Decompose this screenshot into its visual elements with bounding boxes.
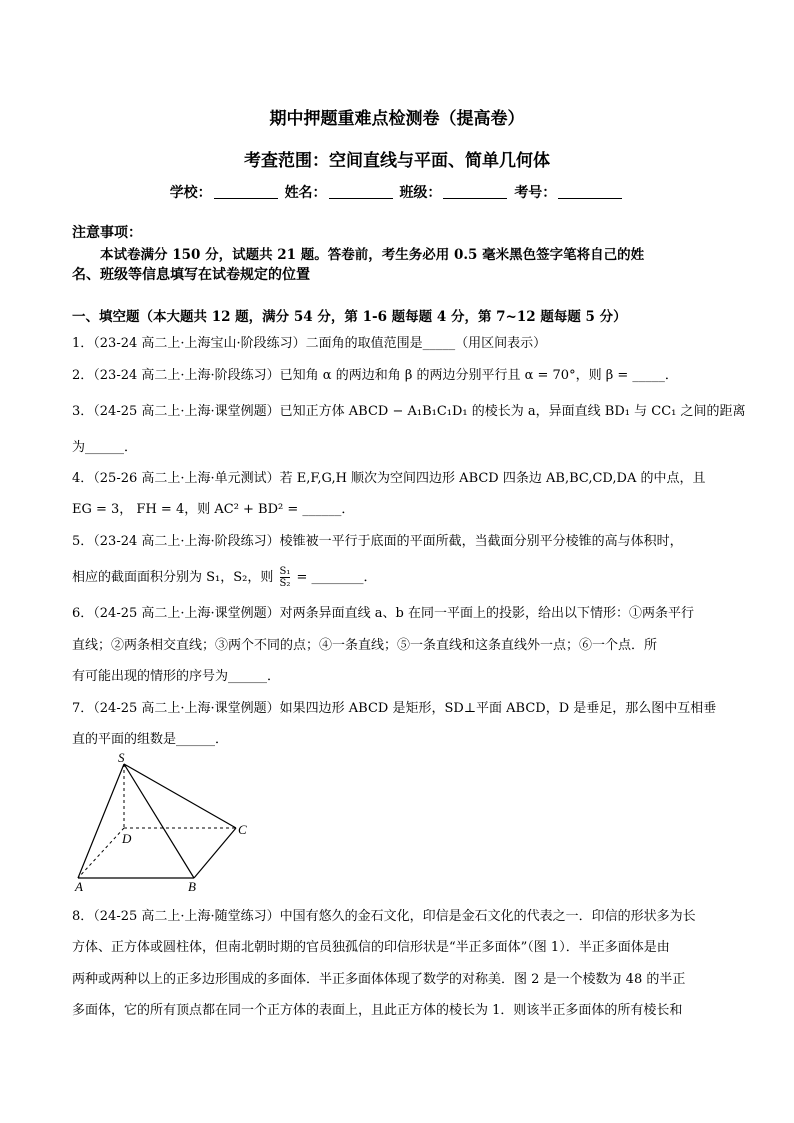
exam-number-label: 考号：	[514, 185, 557, 201]
question-3-line-2: 为______．	[72, 440, 138, 455]
class-label: 班级：	[399, 185, 442, 201]
question-2: 2．（23-24 高二上·上海·阶段练习）已知角 α 的两边和角 β 的两边分别平行且 α = 70°，则 β = _____．	[72, 368, 678, 383]
question-4-line-1: 4．（25-26 高二上·上海·单元测试）若 E,F,G,H 顺次为空间四边形 ABCD 四条边 AB,BC,CD,DA 的中点，且	[72, 471, 706, 486]
question-8-line-4: 多面体，它的所有顶点都在同一个正方体的表面上，且此正方体的棱长为 1．则该半正多面体的所有棱长和	[72, 1003, 683, 1018]
question-5-text: 相应的截面面积分别为 S₁，S₂，则	[72, 570, 274, 585]
label-c: C	[238, 822, 247, 837]
name-label: 姓名：	[284, 185, 327, 201]
exam-number-blank[interactable]	[558, 186, 622, 199]
edge-sb	[124, 764, 194, 878]
edge-da	[78, 828, 124, 878]
question-8-line-1: 8．（24-25 高二上·上海·随堂练习）中国有悠久的金石文化，印信是金石文化的代表之一．印信的形状多为长	[72, 909, 696, 924]
question-3-line-1: 3．（24-25 高二上·上海·课堂例题）已知正方体 ABCD − A₁B₁C₁D₁ 的棱长为 a，异面直线 BD₁ 与 CC₁ 之间的距离	[72, 404, 746, 419]
edge-bc	[194, 828, 236, 878]
notice-line-2: 名、班级等信息填写在试卷规定的位置	[72, 267, 310, 283]
label-d: D	[122, 831, 132, 846]
pyramid-figure	[66, 750, 266, 895]
student-info-line	[0, 182, 794, 202]
edge-sa	[78, 764, 124, 878]
label-b: B	[188, 879, 196, 894]
question-8-line-2: 方体、正方体或圆柱体，但南北朝时期的官员独孤信的印信形状是“半正多面体”（图 1）．半正多面体是由	[72, 940, 670, 955]
question-1: 1．（23-24 高二上·上海宝山·阶段练习）二面角的取值范围是_____（用区间表示）	[72, 336, 547, 351]
question-6-line-3: 有可能出现的情形的序号为______．	[72, 669, 281, 684]
question-5-line-2	[72, 566, 377, 589]
question-6-line-2: 直线；②两条相交直线；③两个不同的点；④一条直线；⑤一条直线和这条直线外一点；⑥一个点．所	[72, 638, 658, 653]
section-heading: 一、填空题（本大题共 12 题，满分 54 分，第 1-6 题每题 4 分，第 7~12 题每题 5 分）	[72, 309, 627, 325]
class-blank[interactable]	[443, 186, 507, 199]
name-blank[interactable]	[329, 186, 393, 199]
label-a: A	[75, 879, 83, 894]
question-5-answer: = ________．	[296, 570, 377, 585]
question-5-line-1: 5．（23-24 高二上·上海·阶段练习）棱锥被一平行于底面的平面所截，当截面分别平分棱锥的高与体积时，	[72, 534, 683, 549]
page-title: 期中押题重难点检测卷（提高卷）	[269, 109, 525, 129]
edge-sc	[124, 764, 236, 828]
question-6-line-1: 6．（24-25 高二上·上海·课堂例题）对两条异面直线 a、b 在同一平面上的投影，给出以下情形：①两条平行	[72, 606, 694, 621]
school-label: 学校：	[169, 185, 212, 201]
question-7-line-2: 直的平面的组数是______．	[72, 732, 229, 747]
fraction-denominator: S₂	[279, 578, 291, 589]
fraction-numerator: S₁	[279, 566, 291, 577]
question-8-line-3: 两种或两种以上的正多边形围成的多面体．半正多面体体现了数学的对称美．图 2 是一个棱数为 48 的半正	[72, 972, 686, 987]
question-7-line-1: 7．（24-25 高二上·上海·课堂例题）如果四边形 ABCD 是矩形，SD⊥平面 ABCD，D 是垂足，那么图中互相垂	[72, 701, 717, 716]
page-subtitle: 考查范围：空间直线与平面、简单几何体	[244, 151, 550, 171]
school-blank[interactable]	[214, 186, 278, 199]
fraction	[280, 566, 291, 589]
question-4-line-2: EG = 3， FH = 4，则 AC² + BD² = ______．	[72, 502, 355, 517]
label-s: S	[118, 750, 125, 765]
notice-line-1: 本试卷满分 150 分，试题共 21 题。答卷前，考生务必用 0.5 毫米黑色签字笔将自己的姓	[100, 247, 645, 263]
notice-label: 注意事项：	[72, 225, 142, 241]
